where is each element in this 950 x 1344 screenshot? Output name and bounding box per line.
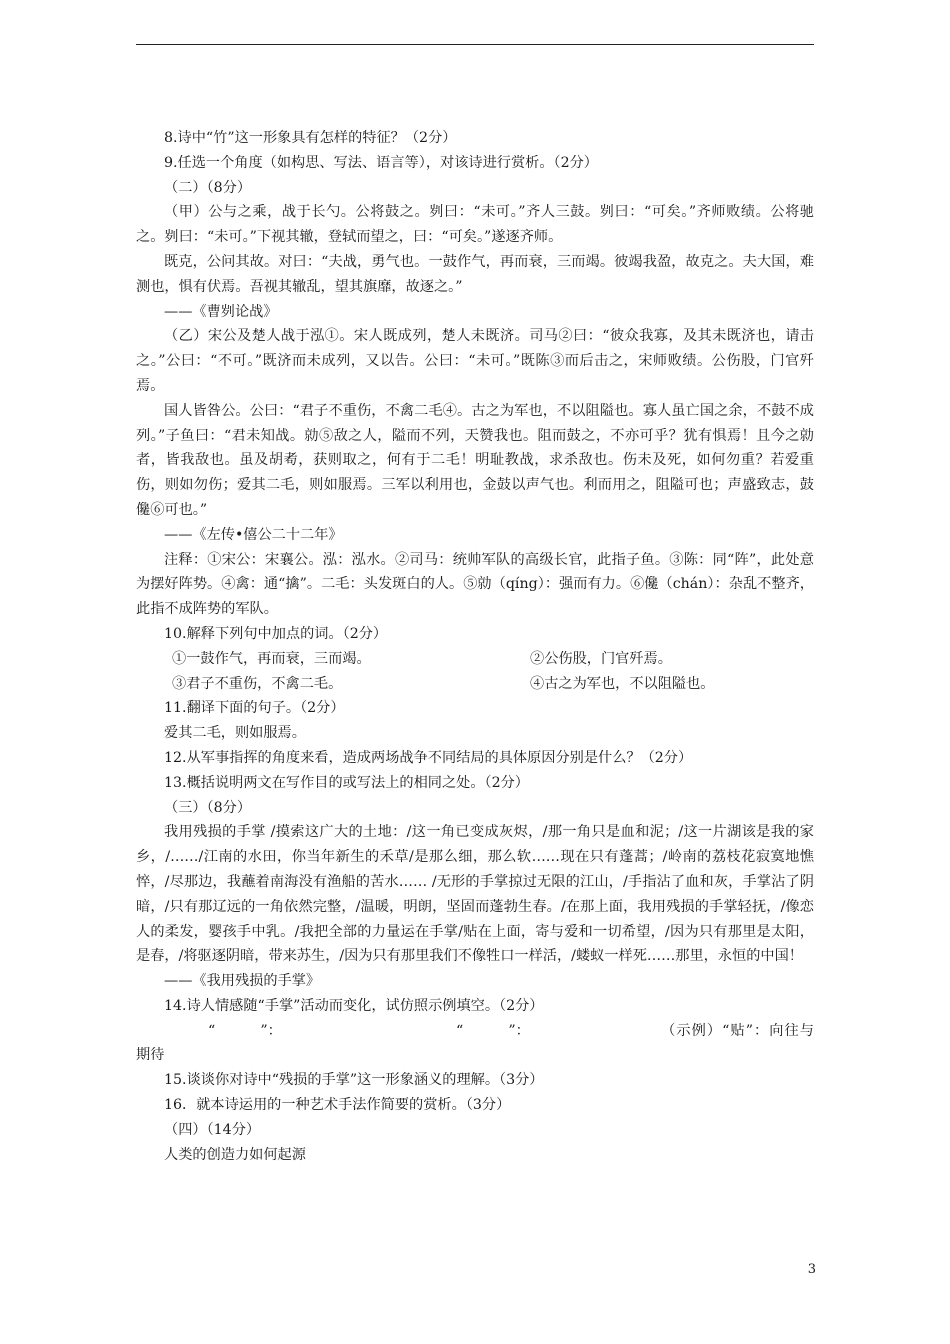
question-11: 11.翻译下面的句子。（2分） <box>164 700 345 717</box>
question-14-fill <box>136 1019 814 1069</box>
question-15: 15.谈谈你对诗中“残损的手掌”这一形象涵义的理解。（3分） <box>164 1072 544 1089</box>
question-14: 14.诗人情感随“手掌”活动而变化，试仿照示例填空。（2分） <box>164 997 544 1014</box>
question-10-item-2: ②公伤股，门官歼焉。 <box>530 650 672 667</box>
section-4-title: 人类的创造力如何起源 <box>164 1146 306 1163</box>
question-12: 12.从军事指挥的角度来看，造成两场战争不同结局的具体原因分别是什么？（2分） <box>164 749 693 766</box>
question-10-item-1: ①一鼓作气，再而衰，三而竭。 <box>172 650 371 667</box>
question-8: 8.诗中“竹”这一形象具有怎样的特征？（2分） <box>164 130 457 146</box>
passage-notes: 注释：①宋公：宋襄公。泓：泓水。②司马：统帅军队的高级长官，此指子鱼。③陈：同“阵”，此处意为摆好阵势。④禽：通“擒”。二毛：头发斑白的人。⑤勍（qíng）：强而有力。⑥儳（chán）：杂乱不整齐，此指不成阵势的军队。 <box>136 551 814 618</box>
question-10-item-4: ④古之为军也，不以阻隘也。 <box>530 675 715 692</box>
question-13: 13.概括说明两文在写作目的或写法上的相同之处。（2分） <box>164 774 529 791</box>
question-10: 10.解释下列句中加点的词。（2分） <box>164 625 388 642</box>
poem-source: ——《我用残损的手掌》 <box>164 973 321 990</box>
header-rule <box>136 44 814 45</box>
passage-yi-para-1: （乙）宋公及楚人战于泓①。宋人既成列，楚人未既济。司马②曰：“彼众我寡，及其未既济也，请击之。”公曰：“不可。”既济而未成列，又以告。公曰：“未可。”既陈③而后击之，宋师败绩。公伤股，门官歼焉。 <box>136 328 814 394</box>
question-11-sentence: 爱其二毛，则如服焉。 <box>164 725 306 742</box>
section-4-heading: （四）（14分） <box>164 1121 261 1138</box>
section-2-heading: （二）（8分） <box>164 179 252 196</box>
question-10-row-2 <box>136 672 814 697</box>
passage-yi-source: ——《左传•僖公二十二年》 <box>164 526 343 543</box>
passage-jia-source: ——《曹刿论战》 <box>164 303 278 320</box>
question-14-blank-1: “ ”： <box>208 1022 282 1039</box>
poem-text: 我用残损的手掌 /摸索这广大的土地：/这一角已变成灰烬，/那一角只是血和泥；/这一片湖该是我的家乡，/……/江南的水田，你当年新生的禾草/是那么细，那么软……现在只有蓬蒿；/岭南的荔枝花寂寞地憔悴，/尽那边，我蘸着南海没有渔船的苦水…… /无形的手掌掠过无限的江山，/手指沾了血和灰，手掌沾了阴暗，/只有那辽远的一角依然完整，/温暖，明朗，坚固而蓬勃生春。/在那上面，我用残损的手掌轻抚，/像恋人的柔发，婴孩手中乳。/我把全部的力量运在手掌/贴在上面，寄与爱和一切希望，/因为只有那里是太阳，是春，/将驱逐阴暗，带来苏生，/因为只有那里我们不像牲口一样活，/蝼蚁一样死……那里，永恒的中国！ <box>136 824 814 965</box>
question-9: 9.任选一个角度（如构思、写法、语言等），对该诗进行赏析。（2分） <box>164 154 598 171</box>
question-14-example: （示例）“贴”：向往与期待 <box>136 1022 814 1064</box>
question-16: 16．就本诗运用的一种艺术手法作简要的赏析。（3分） <box>164 1097 511 1114</box>
question-14-blank-2: “ ”： <box>456 1022 530 1039</box>
passage-yi-para-2: 国人皆咎公。公曰：“君子不重伤，不禽二毛④。古之为军也，不以阻隘也。寡人虽亡国之余，不鼓不成列。”子鱼曰：“君未知战。勍⑤敌之人，隘而不列，天赞我也。阻而鼓之，不亦可乎？犹有惧焉！且今之勍者，皆我敌也。虽及胡耇，获则取之，何有于二毛！明耻教战，求杀敌也。伤未及死，如何勿重？若爱重伤，则如勿伤；爱其二毛，则如服焉。三军以利用也，金鼓以声气也。利而用之，阻隘可也；声盛致志，鼓儳⑥可也。” <box>136 402 814 518</box>
section-3-heading: （三）（8分） <box>164 799 252 816</box>
passage-jia-para-1: （甲）公与之乘，战于长勺。公将鼓之。刿曰：“未可。”齐人三鼓。刿曰：“可矣。”齐师败绩。公将驰之。刿曰：“未可。”下视其辙，登轼而望之，曰：“可矣。”遂逐齐师。 <box>136 204 814 246</box>
page-number: 3 <box>807 1262 816 1277</box>
question-10-item-3: ③君子不重伤，不禽二毛。 <box>172 675 343 692</box>
question-10-row-1 <box>136 647 814 672</box>
passage-jia-para-2: 既克，公问其故。对曰：“夫战，勇气也。一鼓作气，再而衰，三而竭。彼竭我盈，故克之。夫大国，难测也，惧有伏焉。吾视其辙乱，望其旗靡，故逐之。” <box>136 253 814 295</box>
page-content <box>136 126 814 1167</box>
